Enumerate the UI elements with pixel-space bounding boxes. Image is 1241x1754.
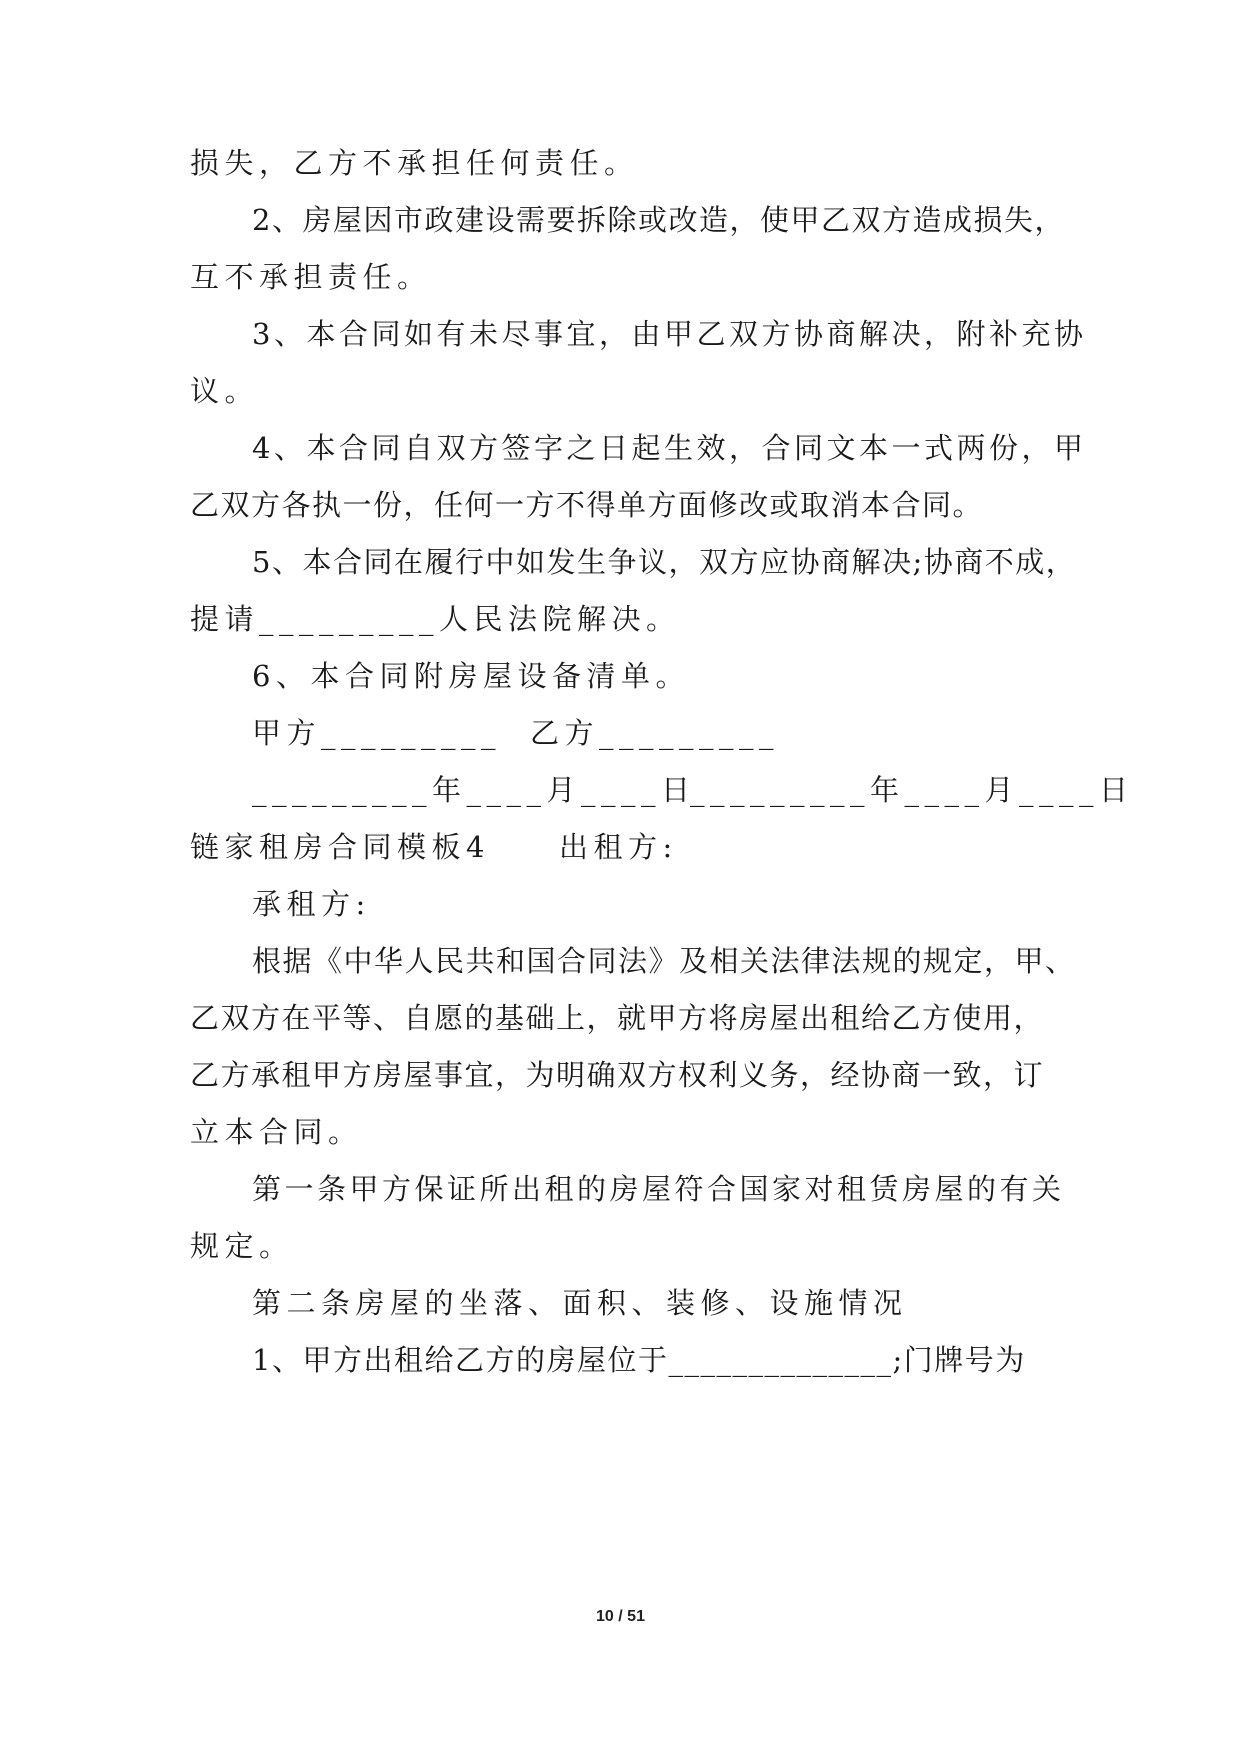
party-b-date: _________年____月____日 bbox=[690, 773, 1134, 807]
party-a-signature: 甲方_________ bbox=[252, 716, 502, 750]
party-a-date: _________年____月____日 bbox=[252, 773, 696, 807]
text-line-14: 承租方: bbox=[252, 887, 371, 921]
text-line-2: 2、房屋因市政建设需要拆除或改造，使甲乙双方造成损失， bbox=[252, 203, 1065, 237]
template-heading: 链家租房合同模板4 出租方: bbox=[190, 830, 678, 864]
text-line-15: 根据《中华人民共和国合同法》及相关法律法规的规定，甲、 bbox=[252, 944, 1076, 978]
text-line-6: 4、本合同自双方签字之日起生效，合同文本一式两份，甲 bbox=[252, 431, 1087, 465]
text-line-21: 第二条房屋的坐落、面积、装修、设施情况 bbox=[252, 1286, 908, 1320]
text-line-16: 乙双方在平等、自愿的基础上，就甲方将房屋出租给乙方使用， bbox=[190, 1001, 1045, 1035]
text-line-1: 损失，乙方不承担任何责任。 bbox=[190, 146, 639, 180]
text-line-10: 6、本合同附房屋设备清单。 bbox=[252, 659, 690, 693]
text-line-9: 提请_________人民法院解决。 bbox=[190, 602, 681, 636]
text-line-18: 立本合同。 bbox=[190, 1115, 363, 1149]
text-line-20: 规定。 bbox=[190, 1229, 294, 1263]
text-line-8: 5、本合同在履行中如发生争议，双方应协商解决;协商不成， bbox=[252, 545, 1077, 579]
text-line-17: 乙方承租甲方房屋事宜，为明确双方权利义务，经协商一致，订 bbox=[190, 1058, 1045, 1092]
text-line-7: 乙双方各执一份，任何一方不得单方面修改或取消本合同。 bbox=[190, 488, 984, 522]
text-line-3: 互不承担责任。 bbox=[190, 260, 432, 294]
page-number: 10 / 51 bbox=[596, 1608, 645, 1625]
text-line-4: 3、本合同如有未尽事宜，由甲乙双方协商解决，附补充协 bbox=[252, 317, 1087, 351]
party-b-signature: 乙方_________ bbox=[530, 716, 780, 750]
text-line-19: 第一条甲方保证所出租的房屋符合国家对租赁房屋的有关 bbox=[252, 1172, 1065, 1206]
text-line-5: 议。 bbox=[190, 374, 260, 408]
text-line-22: 1、甲方出租给乙方的房屋位于______________;门牌号为 bbox=[252, 1343, 1026, 1377]
